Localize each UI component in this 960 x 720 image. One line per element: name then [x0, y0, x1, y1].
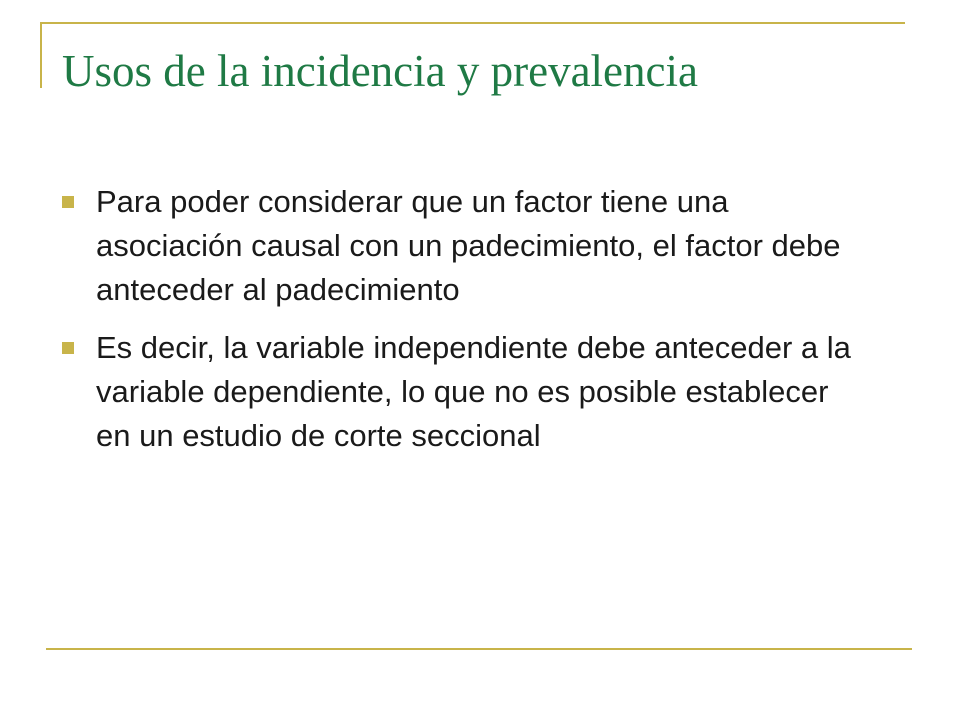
bullet-text: Para poder considerar que un factor tiene una asociación causal con un padecimiento, el factor debe anteceder al padecimiento: [96, 184, 841, 307]
left-rule-line: [40, 22, 42, 88]
bullet-text: Es decir, la variable independiente debe anteceder a la variable dependiente, lo que no es posible establecer en un estudio de corte seccional: [96, 330, 851, 453]
bottom-rule-line: [46, 648, 912, 650]
bullet-item: [62, 326, 862, 458]
square-bullet-icon: [62, 196, 74, 208]
square-bullet-icon: [62, 342, 74, 354]
bullet-list: [62, 180, 862, 472]
slide-title: Usos de la incidencia y prevalencia: [62, 46, 698, 96]
bullet-item: [62, 180, 862, 312]
top-rule-line: [40, 22, 905, 24]
